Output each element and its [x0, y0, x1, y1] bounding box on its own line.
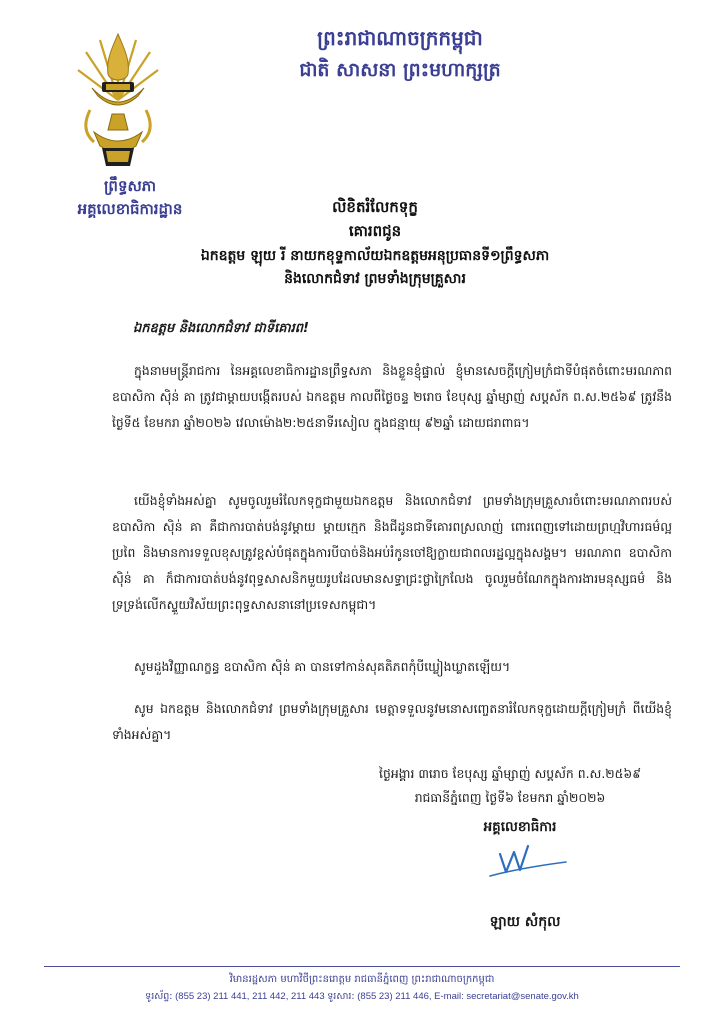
date-block [350, 762, 670, 810]
paragraph-4-text: សូម ឯកឧត្តម និងលោកជំទាវ ព្រមទាំងក្រុមគ្រួសារ មេត្តាទទួលនូវមនោសញ្ចេតនារំលែកទុក្ខដោយក្តីក្រៀមក្រំ ពីយើងខ្ញុំទាំងអស់គ្នា។ [112, 701, 672, 742]
signer-name: ឡាយ សំកុល [489, 914, 561, 930]
body-paragraph-1 [112, 358, 672, 436]
paragraph-3-text: សូមដួងវិញ្ញាណក្ខន្ធ ឧបាសិកា ស៊ិន់ គា បានទៅកាន់សុគតិភពកុំបីឃ្លៀងឃ្លាតឡើយ។ [134, 659, 511, 674]
handwritten-signature-icon [470, 832, 580, 892]
senate-emblem-icon [72, 30, 164, 172]
footer-address: វិមានរដ្ឋសភា មហាវិថីព្រះនរោត្តម រាជធានីភ្នំពេញ ព្រះរាជាណាចក្រកម្ពុជា [229, 974, 495, 985]
body-paragraph-2 [112, 488, 672, 618]
lunar-date: ថ្ងៃអង្គារ ៣រោច ខែបុស្ស ឆ្នាំម្សាញ់ សប្តស័ក ព.ស.២៥៦៩ [379, 766, 641, 781]
fax-label: ទូរសារ: [327, 991, 355, 1002]
recipient-family-line: និងលោកជំទាវ ព្រមទាំងក្រុមគ្រួសារ [284, 271, 466, 287]
letter-title-block [90, 196, 660, 290]
issuer-senate: ព្រឹទ្ធសភា [103, 177, 157, 195]
paragraph-2-text: យើងខ្ញុំទាំងអស់គ្នា សូមចូលរួមរំលែកទុក្ខជាមួយឯកឧត្តម និងលោកជំទាវ ព្រមទាំងក្រុមគ្រួសារចំពោះមរណភាពរបស់ ឧបាសិកា ស៊ិន់ គា គឺជាការបាត់បង់នូវម្តាយ ម្តាយក្មេក និងជីដូនជាទីគោរពស្រលាញ់ ពោរពេញទៅដោយព្រហ្មវិហារធម៌ល្អប្រពៃ និងមានការទទួលខុសត្រូវខ្ពស់បំផុតក្នុងការបីបាច់និងអប់រំកូនចៅឱ្យក្លាយជាពលរដ្ឋល្អក្នុងសង្គម។ មរណភាព ឧបាសិកា ស៊ិន់ គា ក៏ជាការបាត់បង់នូវពុទ្ធសាសនិកមួយរូបដែលមានសទ្ធាជ្រះថ្លាក្រៃលែង ចូលរួមចំណែកក្នុងការងារមនុស្សធម៌ និងទ្រទ្រង់លើកស្ទួយវិស័យព្រះពុទ្ធសាសនានៅប្រទេសកម្ពុជា។ [112, 493, 672, 612]
signer-title: អគ្គលេខាធិការ [483, 819, 557, 835]
motto-kingdom: ព្រះរាជាណាចក្រកម្ពុជា [317, 26, 483, 50]
fax-and-email: (855 23) 211 446, E-mail: secretariat@senate.gov.kh [357, 991, 579, 1002]
phone-numbers: (855 23) 211 441, 211 442, 211 443 [175, 991, 325, 1002]
salutation: ឯកឧត្តម និងលោកជំទាវ ជាទីគោរព! [133, 321, 309, 336]
footer-contact [44, 990, 680, 1004]
body-paragraph-4 [112, 696, 672, 748]
footer-divider [44, 966, 680, 967]
motto-nation-religion-king: ជាតិ សាសនា ព្រះមហាក្សត្រ [299, 59, 501, 81]
paragraph-1-text: ក្នុងនាមមន្ត្រីរាជការ នៃអគ្គលេខាធិការដ្ឋានព្រឹទ្ធសភា និងខ្លួនខ្ញុំផ្ទាល់ ខ្ញុំមានសេចក្តីក្រៀមក្រំជាទីបំផុតចំពោះមរណភាព ឧបាសិកា ស៊ិន់ គា ត្រូវជាម្តាយបង្កើតរបស់ ឯកឧត្តម កាលពីថ្ងៃចន្ទ ២រោច ខែបុស្ស ឆ្នាំម្សាញ់ សប្តស័ក ព.ស.២៥៦៩ ត្រូវនឹងថ្ងៃទី៥ ខែមករា ឆ្នាំ២០២៦ វេលាម៉ោង២:២៥នាទីរសៀល ក្នុងជន្មាយុ ៩២ឆ្នាំ ដោយជរាពាធ។ [112, 363, 672, 430]
solar-date: រាជធានីភ្នំពេញ ថ្ងៃទី៦ ខែមករា ឆ្នាំ២០២៦ [414, 790, 606, 805]
phone-label: ទូរស័ព្ទ: [145, 991, 173, 1002]
addressed-to-label: គោរពជូន [348, 222, 402, 240]
body-paragraph-3 [112, 654, 672, 680]
recipient-line: ឯកឧត្តម ឡុយ រី នាយកខុទ្ទកាល័យឯកឧត្តមអនុប្រធានទី១ព្រឹទ្ធសភា [200, 248, 550, 264]
letter-title: លិខិតរំលែកទុក្ខ [332, 198, 418, 216]
national-motto [250, 24, 550, 84]
issuer-secretariat: អគ្គលេខាធិការដ្ឋាន [77, 200, 183, 218]
